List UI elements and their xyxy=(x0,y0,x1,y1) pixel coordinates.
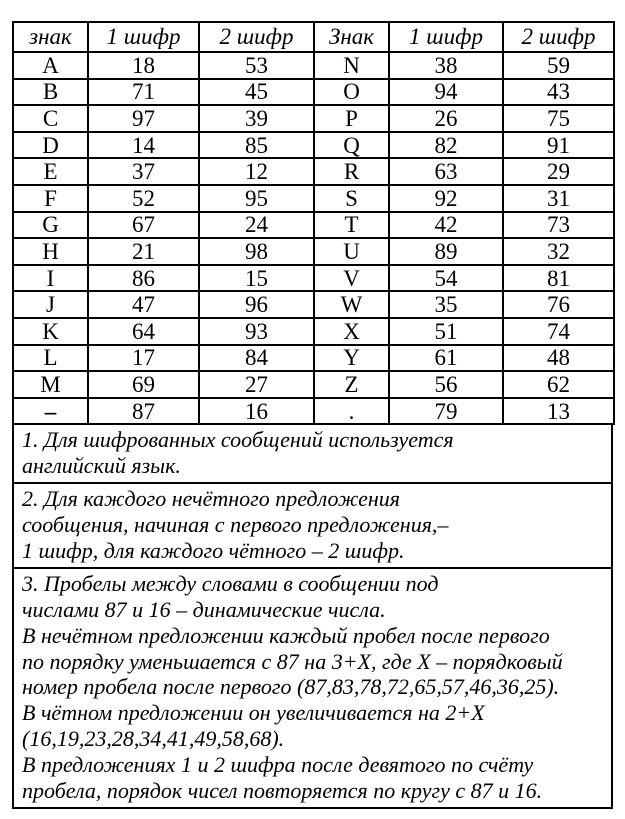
code-cell: 93 xyxy=(199,318,314,345)
symbol-cell: G xyxy=(13,212,88,239)
code-cell: 85 xyxy=(199,132,314,159)
code-cell: 53 xyxy=(199,52,314,79)
code-cell: 42 xyxy=(389,212,503,239)
code-cell: 76 xyxy=(503,291,614,318)
code-cell: 75 xyxy=(503,105,614,132)
table-row xyxy=(13,291,614,318)
note-line: (16,19,23,28,34,41,49,58,68). xyxy=(22,726,285,752)
symbol-cell: P xyxy=(314,105,389,132)
code-cell: 81 xyxy=(503,265,614,292)
note-line: пробела, порядок чисел повторяется по кругу с 87 и 16. xyxy=(22,778,543,804)
code-cell: 47 xyxy=(88,291,199,318)
code-cell: 67 xyxy=(88,212,199,239)
symbol-cell: J xyxy=(13,291,88,318)
code-cell: 74 xyxy=(503,318,614,345)
code-cell: 17 xyxy=(88,345,199,372)
code-cell: 89 xyxy=(389,238,503,265)
code-cell: 96 xyxy=(199,291,314,318)
code-cell: 94 xyxy=(389,79,503,106)
code-cell: 29 xyxy=(503,158,614,185)
code-cell: 92 xyxy=(389,185,503,212)
symbol-cell: L xyxy=(13,345,88,372)
code-cell: 26 xyxy=(389,105,503,132)
table-row xyxy=(13,265,614,292)
code-cell: 82 xyxy=(389,132,503,159)
symbol-cell: A xyxy=(13,52,88,79)
note-line: 1. Для шифрованных сообщений используется xyxy=(22,427,454,453)
note-line: сообщения, начиная с первого предложения,– xyxy=(22,512,449,538)
code-cell: 12 xyxy=(199,158,314,185)
code-cell: 31 xyxy=(503,185,614,212)
symbol-cell: U xyxy=(314,238,389,265)
code-cell: 14 xyxy=(88,132,199,159)
code-cell: 21 xyxy=(88,238,199,265)
table-row xyxy=(13,371,614,398)
symbol-cell: E xyxy=(13,158,88,185)
code-cell: 95 xyxy=(199,185,314,212)
note-block-2 xyxy=(12,484,613,569)
note-line: 3. Пробелы между словами в сообщении под xyxy=(22,570,439,596)
code-cell: 73 xyxy=(503,212,614,239)
code-cell: 35 xyxy=(389,291,503,318)
code-cell: 64 xyxy=(88,318,199,345)
note-line: по порядку уменьшается с 87 на 3+X, где X – порядковый xyxy=(22,648,563,674)
code-cell: 24 xyxy=(199,212,314,239)
code-cell: 38 xyxy=(389,52,503,79)
code-cell: 79 xyxy=(389,398,503,425)
code-cell: 84 xyxy=(199,345,314,372)
code-cell: 37 xyxy=(88,158,199,185)
note-line: В чётном предложении он увеличивается на 2+X xyxy=(22,700,485,726)
code-cell: 69 xyxy=(88,371,199,398)
symbol-cell: F xyxy=(13,185,88,212)
code-cell: 61 xyxy=(389,345,503,372)
note-block-1 xyxy=(12,425,613,484)
table-row xyxy=(13,398,614,425)
code-cell: 13 xyxy=(503,398,614,425)
code-cell: 63 xyxy=(389,158,503,185)
symbol-cell: – xyxy=(13,398,88,425)
column-header: 2 шифр xyxy=(503,22,614,52)
table-row xyxy=(13,238,614,265)
table-row xyxy=(13,52,614,79)
symbol-cell: X xyxy=(314,318,389,345)
code-cell: 15 xyxy=(199,265,314,292)
cipher-table xyxy=(12,21,615,425)
code-cell: 51 xyxy=(389,318,503,345)
code-cell: 39 xyxy=(199,105,314,132)
cipher-table-body xyxy=(13,52,614,424)
symbol-cell: K xyxy=(13,318,88,345)
code-cell: 86 xyxy=(88,265,199,292)
note-block-3 xyxy=(12,569,613,809)
code-cell: 43 xyxy=(503,79,614,106)
code-cell: 16 xyxy=(199,398,314,425)
code-cell: 87 xyxy=(88,398,199,425)
code-cell: 45 xyxy=(199,79,314,106)
table-row xyxy=(13,185,614,212)
column-header: 1 шифр xyxy=(88,22,199,52)
column-header: знак xyxy=(13,22,88,52)
column-header: 2 шифр xyxy=(199,22,314,52)
symbol-cell: I xyxy=(13,265,88,292)
note-line: 1 шифр, для каждого чётного – 2 шифр. xyxy=(22,537,405,563)
note-line: В предложениях 1 и 2 шифра после девятого по счёту xyxy=(22,752,534,778)
column-header: 1 шифр xyxy=(389,22,503,52)
symbol-cell: C xyxy=(13,105,88,132)
symbol-cell: D xyxy=(13,132,88,159)
table-row xyxy=(13,345,614,372)
table-row xyxy=(13,158,614,185)
symbol-cell: . xyxy=(314,398,389,425)
symbol-cell: Z xyxy=(314,371,389,398)
column-header: Знак xyxy=(314,22,389,52)
note-line: английский язык. xyxy=(22,453,181,479)
symbol-cell: M xyxy=(13,371,88,398)
table-row xyxy=(13,132,614,159)
symbol-cell: T xyxy=(314,212,389,239)
note-line: числами 87 и 16 – динамические числа. xyxy=(22,596,386,622)
symbol-cell: W xyxy=(314,291,389,318)
code-cell: 48 xyxy=(503,345,614,372)
note-line: 2. Для каждого нечётного предложения xyxy=(22,486,401,512)
code-cell: 18 xyxy=(88,52,199,79)
code-cell: 91 xyxy=(503,132,614,159)
code-cell: 59 xyxy=(503,52,614,79)
cipher-sheet xyxy=(12,21,613,809)
symbol-cell: R xyxy=(314,158,389,185)
code-cell: 54 xyxy=(389,265,503,292)
symbol-cell: V xyxy=(314,265,389,292)
code-cell: 52 xyxy=(88,185,199,212)
code-cell: 56 xyxy=(389,371,503,398)
symbol-cell: Q xyxy=(314,132,389,159)
table-row xyxy=(13,212,614,239)
code-cell: 62 xyxy=(503,371,614,398)
table-row xyxy=(13,318,614,345)
note-line: номер пробела после первого (87,83,78,72,65,57,46,36,25). xyxy=(22,674,560,700)
symbol-cell: H xyxy=(13,238,88,265)
symbol-cell: B xyxy=(13,79,88,106)
table-row xyxy=(13,105,614,132)
code-cell: 27 xyxy=(199,371,314,398)
notes-section xyxy=(12,425,613,809)
symbol-cell: S xyxy=(314,185,389,212)
code-cell: 97 xyxy=(88,105,199,132)
code-cell: 98 xyxy=(199,238,314,265)
code-cell: 32 xyxy=(503,238,614,265)
symbol-cell: O xyxy=(314,79,389,106)
table-header-row xyxy=(13,22,614,52)
code-cell: 71 xyxy=(88,79,199,106)
symbol-cell: Y xyxy=(314,345,389,372)
symbol-cell: N xyxy=(314,52,389,79)
note-line: В нечётном предложении каждый пробел после первого xyxy=(22,622,550,648)
table-row xyxy=(13,79,614,106)
